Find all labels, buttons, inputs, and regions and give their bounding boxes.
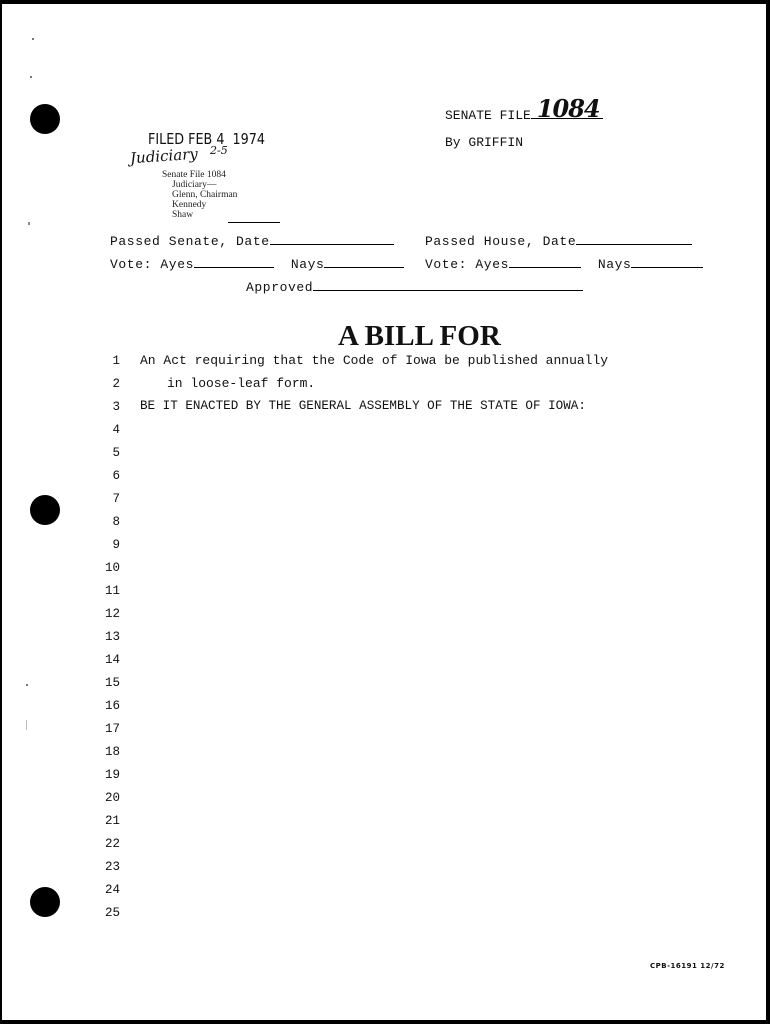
senate-file-number: 1084 (536, 94, 600, 123)
committee-note (162, 170, 237, 220)
passed-senate-row (110, 232, 394, 249)
line-number: 14 (104, 653, 120, 667)
senate-file-header (445, 94, 603, 123)
committee-line: Glenn, Chairman (172, 190, 238, 200)
line-number: 5 (112, 446, 120, 460)
passed-house-blank (576, 232, 692, 245)
scan-speck (26, 720, 27, 730)
senate-vote-ayes-label: Vote: Ayes (110, 257, 195, 272)
approved-label: Approved (246, 280, 314, 295)
house-nays-blank (631, 255, 703, 268)
scan-speck (28, 222, 30, 225)
bill-line-text: An Act requiring that the Code of Iowa be published annually (140, 353, 609, 368)
passed-house-label: Passed House, Date (425, 234, 577, 249)
committee-line: Shaw (172, 210, 194, 220)
filed-stamp (148, 130, 265, 148)
house-nays-label: Nays (597, 257, 632, 272)
line-number: 23 (104, 860, 120, 874)
line-number: 20 (104, 791, 120, 805)
line-number: 21 (104, 814, 120, 828)
approved-row (246, 278, 583, 295)
house-vote-ayes-label: Vote: Ayes (425, 257, 510, 272)
senate-vote-row (110, 255, 404, 272)
line-number: 7 (112, 492, 120, 506)
line-number: 4 (112, 423, 120, 437)
passed-house-row (425, 232, 692, 249)
line-number: 12 (104, 607, 120, 621)
line-number: 6 (112, 469, 120, 483)
approved-blank (313, 278, 583, 291)
filed-stamp-text: FILED FEB 4 (148, 130, 225, 148)
line-number: 1 (112, 354, 120, 368)
house-vote-row (425, 255, 703, 272)
line-number: 24 (104, 883, 120, 897)
line-number: 25 (104, 906, 120, 920)
bill-title: A BILL FOR (338, 320, 501, 352)
handwritten-date: 2-5 (210, 144, 228, 157)
senate-nays-label: Nays (290, 257, 325, 272)
bill-line-text: BE IT ENACTED BY THE GENERAL ASSEMBLY OF THE STATE OF IOWA: (140, 399, 586, 413)
handwritten-committee: Judiciary (129, 144, 199, 168)
passed-senate-label: Passed Senate, Date (110, 234, 270, 249)
line-number: 19 (104, 768, 120, 782)
line-number: 18 (104, 745, 120, 759)
punch-hole-middle (30, 495, 60, 525)
scan-speck (26, 684, 28, 686)
senate-nays-blank (324, 255, 404, 268)
scan-speck (32, 38, 34, 40)
line-number: 22 (104, 837, 120, 851)
line-number: 15 (104, 676, 120, 690)
line-number: 11 (104, 584, 120, 598)
committee-line: Kennedy (172, 200, 207, 210)
form-code: CPB-16191 12/72 (650, 962, 725, 970)
scan-speck (30, 76, 32, 78)
filed-stamp-year: 1974 (232, 130, 266, 148)
punch-hole-bottom (30, 887, 60, 917)
short-dash-marks (228, 222, 280, 224)
senate-ayes-blank (194, 255, 274, 268)
senate-file-number-blank (531, 94, 603, 123)
passed-senate-blank (270, 232, 394, 245)
line-number: 10 (104, 561, 120, 575)
line-number: 13 (104, 630, 120, 644)
line-number: 3 (112, 400, 120, 414)
house-ayes-blank (509, 255, 581, 268)
line-number: 9 (112, 538, 120, 552)
line-number: 8 (112, 515, 120, 529)
senate-file-label: SENATE FILE (445, 108, 531, 123)
committee-line: Judiciary— (172, 180, 217, 190)
line-number: 2 (112, 377, 120, 391)
line-number: 17 (104, 722, 120, 736)
line-number: 16 (104, 699, 120, 713)
document-page (2, 4, 766, 1020)
sponsor: By GRIFFIN (445, 135, 524, 150)
bill-line-text: in loose-leaf form. (167, 376, 316, 391)
punch-hole-top (30, 104, 60, 134)
committee-line: Senate File 1084 (162, 170, 226, 180)
